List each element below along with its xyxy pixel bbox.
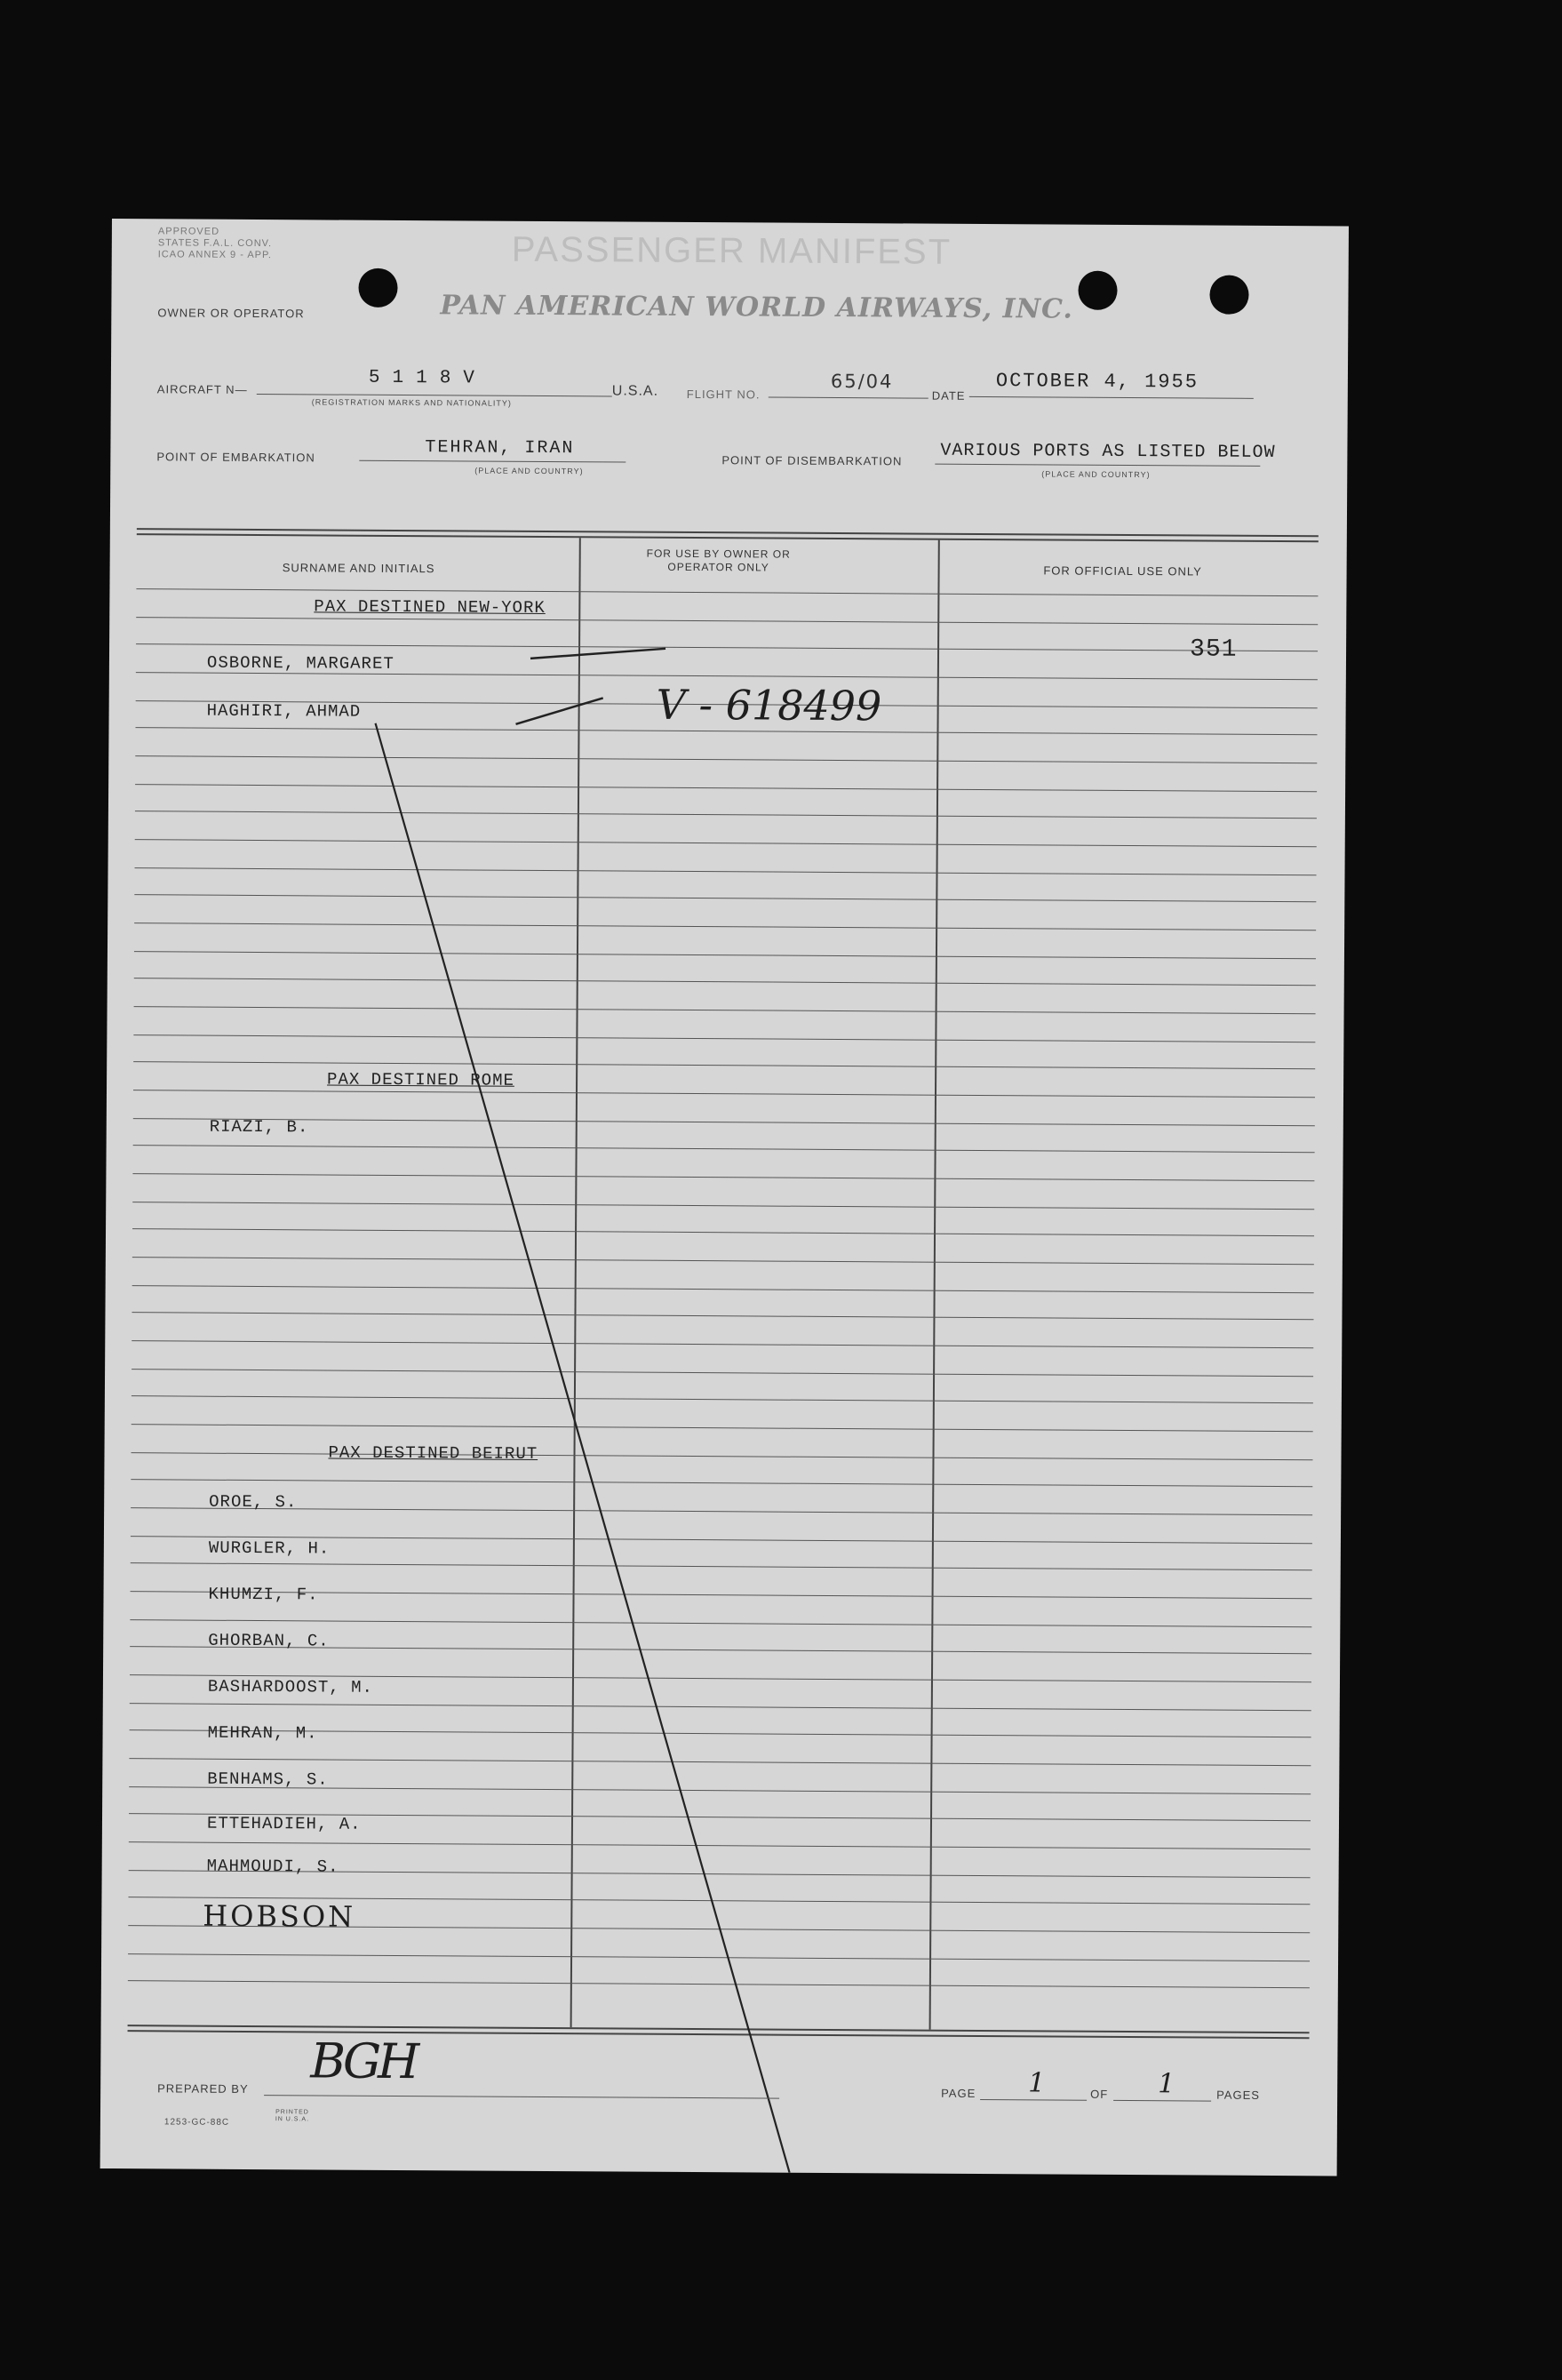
place-caption: (PLACE AND COUNTRY) xyxy=(474,466,584,476)
approval-line: APPROVED xyxy=(157,226,220,237)
page-number: 1 xyxy=(1028,2067,1046,2099)
pen-strokes xyxy=(100,219,1349,2176)
passenger-name: MEHRAN, M. xyxy=(207,1722,318,1744)
flight-label: FLIGHT NO. xyxy=(686,387,761,402)
date-value: OCTOBER 4, 1955 xyxy=(995,370,1199,394)
of-label: OF xyxy=(1090,2087,1109,2101)
manifest-sheet xyxy=(100,219,1349,2176)
aircraft-label: AIRCRAFT N— xyxy=(156,382,248,396)
column-header-official: FOR OFFICIAL USE ONLY xyxy=(1043,563,1202,579)
registration-caption: (REGISTRATION MARKS AND NATIONALITY) xyxy=(311,397,512,408)
handwritten-name: HOBSON xyxy=(203,1898,356,1934)
form-title: PASSENGER MANIFEST xyxy=(511,229,952,272)
disembarkation-label: POINT OF DISEMBARKATION xyxy=(721,453,903,468)
approval-line: STATES F.A.L. CONV. xyxy=(157,237,273,250)
pen-stroke xyxy=(530,648,665,659)
aircraft-number: 5118V xyxy=(368,367,487,389)
column-header-owner: FOR USE BY OWNER OR OPERATOR ONLY xyxy=(646,547,791,574)
flight-number: 65/04 xyxy=(830,370,894,393)
embarkation-value: TEHRAN, IRAN xyxy=(425,437,575,459)
pen-stroke xyxy=(516,698,603,725)
approval-line: ICAO ANNEX 9 - APP. xyxy=(157,249,273,261)
embarkation-label: POINT OF EMBARKATION xyxy=(156,450,315,465)
disembarkation-value: VARIOUS PORTS AS LISTED BELOW xyxy=(940,440,1276,464)
page-label: PAGE xyxy=(941,2086,976,2100)
passenger-name: OROE, S. xyxy=(209,1491,298,1513)
passenger-name: BENHAMS, S. xyxy=(207,1769,329,1790)
usa-label: U.S.A. xyxy=(611,383,659,399)
section-heading: PAX DESTINED NEW-YORK xyxy=(314,596,546,618)
handwritten-visa-number: V - 618499 xyxy=(656,680,882,731)
official-number: 351 xyxy=(1189,635,1238,664)
date-label: DATE xyxy=(931,388,966,403)
prepared-by-label: PREPARED BY xyxy=(157,2081,249,2096)
passenger-name: OSBORNE, MARGARET xyxy=(206,652,394,674)
passenger-name: RIAZI, B. xyxy=(209,1116,309,1138)
form-number: 1253-GC-88C xyxy=(163,2117,230,2128)
section-heading: PAX DESTINED ROME xyxy=(327,1069,514,1090)
page-total: 1 xyxy=(1158,2068,1175,2100)
passenger-name: KHUMZI, F. xyxy=(208,1584,319,1605)
passenger-name: ETTEHADIEH, A. xyxy=(206,1813,362,1834)
passenger-name: GHORBAN, C. xyxy=(208,1630,330,1651)
printed-mark: PRINTED IN U.S.A. xyxy=(275,2109,310,2123)
owner-label: OWNER OR OPERATOR xyxy=(157,306,305,321)
diagonal-strike-line xyxy=(367,723,799,2173)
pages-label: PAGES xyxy=(1216,2088,1261,2102)
section-heading: PAX DESTINED BEIRUT xyxy=(328,1442,538,1464)
passenger-name: BASHARDOOST, M. xyxy=(207,1676,374,1697)
passenger-name: MAHMOUDI, S. xyxy=(206,1856,339,1877)
preparer-signature: BGH xyxy=(310,2033,417,2090)
column-header-surname: SURNAME AND INITIALS xyxy=(282,561,435,576)
owner-value: PAN AMERICAN WORLD AIRWAYS, INC. xyxy=(440,290,1073,325)
passenger-name: HAGHIRI, AHMAD xyxy=(206,700,362,722)
passenger-name: WURGLER, H. xyxy=(208,1537,331,1559)
place-caption: (PLACE AND COUNTRY) xyxy=(1041,469,1151,480)
